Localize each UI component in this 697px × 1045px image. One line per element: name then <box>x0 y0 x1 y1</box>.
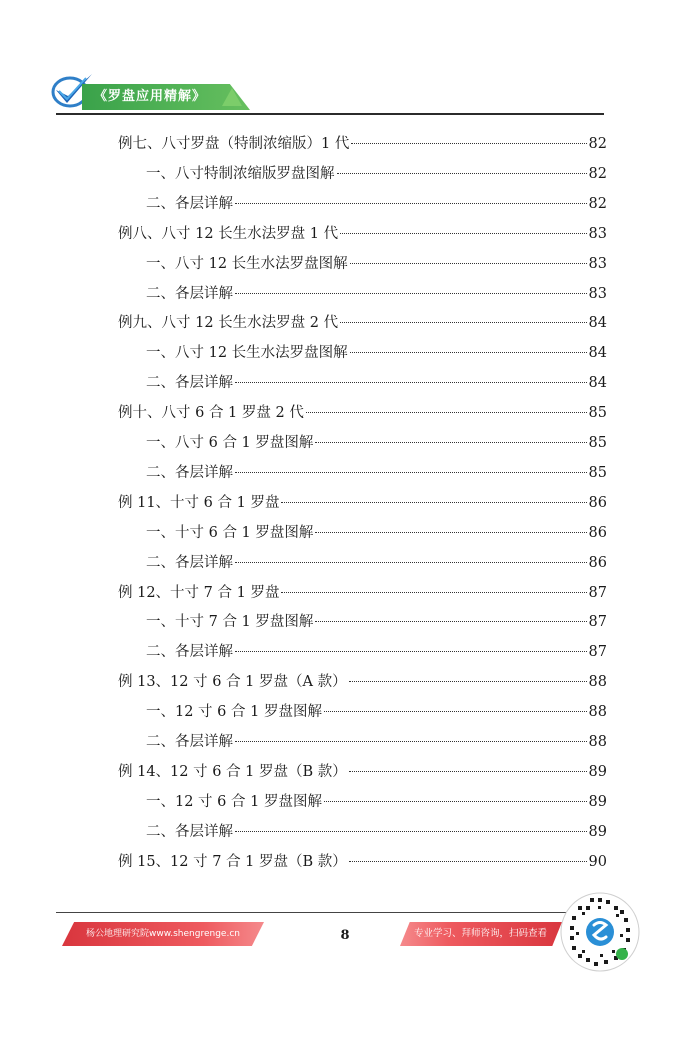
toc-entry-page: 84 <box>588 315 607 331</box>
wechat-mini-program-qr-code-icon[interactable] <box>560 892 640 972</box>
toc-entry-page: 90 <box>588 854 607 870</box>
toc-dot-leader <box>349 771 587 772</box>
toc-dot-leader <box>235 651 587 652</box>
toc-entry-page: 82 <box>588 136 607 152</box>
toc-section-entry[interactable] <box>146 701 607 723</box>
toc-entry-page: 89 <box>588 764 607 780</box>
toc-dot-leader <box>324 711 587 712</box>
toc-chapter-entry[interactable] <box>118 761 607 783</box>
toc-entry-title: 例十、八寸 6 合 1 罗盘 2 代 <box>118 405 304 421</box>
toc-section-entry[interactable] <box>146 193 607 215</box>
toc-entry-page: 86 <box>588 555 607 571</box>
toc-dot-leader <box>235 382 587 383</box>
toc-section-entry[interactable] <box>146 731 607 753</box>
toc-entry-title: 例九、八寸 12 长生水法罗盘 2 代 <box>118 315 339 331</box>
toc-chapter-entry[interactable] <box>118 582 607 604</box>
toc-entry-page: 86 <box>588 495 607 511</box>
toc-entry-title: 例八、八寸 12 长生水法罗盘 1 代 <box>118 226 339 242</box>
toc-entry-title: 例 15、12 寸 7 合 1 罗盘（B 款） <box>118 854 347 870</box>
toc-dot-leader <box>235 472 587 473</box>
toc-dot-leader <box>315 532 586 533</box>
toc-entry-page: 82 <box>588 196 607 212</box>
toc-chapter-entry[interactable] <box>118 671 607 693</box>
toc-section-entry[interactable] <box>146 522 607 544</box>
footer-website: 杨公地理研究院www.shengrenge.cn <box>86 929 240 939</box>
toc-entry-page: 87 <box>588 614 607 630</box>
toc-chapter-entry[interactable] <box>118 223 607 245</box>
toc-section-entry[interactable] <box>146 342 607 364</box>
toc-entry-page: 83 <box>588 286 607 302</box>
toc-chapter-entry[interactable] <box>118 133 607 155</box>
header-divider <box>56 113 604 115</box>
toc-dot-leader <box>350 352 587 353</box>
toc-entry-page: 89 <box>588 824 607 840</box>
toc-dot-leader <box>315 442 586 443</box>
toc-section-entry[interactable] <box>146 641 607 663</box>
toc-dot-leader <box>337 173 587 174</box>
toc-entry-page: 89 <box>588 794 607 810</box>
toc-entry-page: 88 <box>588 734 607 750</box>
toc-dot-leader <box>324 801 587 802</box>
toc-entry-page: 88 <box>588 704 607 720</box>
toc-dot-leader <box>235 562 587 563</box>
toc-entry-title: 一、十寸 6 合 1 罗盘图解 <box>146 525 314 541</box>
toc-entry-page: 87 <box>588 644 607 660</box>
toc-entry-title: 一、12 寸 6 合 1 罗盘图解 <box>146 794 322 810</box>
toc-entry-title: 例 13、12 寸 6 合 1 罗盘（A 款） <box>118 674 347 690</box>
toc-entry-page: 85 <box>588 435 607 451</box>
toc-dot-leader <box>349 861 587 862</box>
toc-entry-page: 85 <box>588 405 607 421</box>
toc-entry-page: 83 <box>588 226 607 242</box>
toc-section-entry[interactable] <box>146 163 607 185</box>
toc-entry-page: 86 <box>588 525 607 541</box>
toc-dot-leader <box>235 203 587 204</box>
toc-entry-page: 82 <box>588 166 607 182</box>
toc-entry-title: 二、各层详解 <box>146 196 233 212</box>
toc-entry-page: 83 <box>588 256 607 272</box>
toc-entry-title: 例七、八寸罗盘（特制浓缩版）1 代 <box>118 136 350 152</box>
toc-entry-page: 84 <box>588 345 607 361</box>
banner-triangle-icon <box>222 88 242 106</box>
toc-entry-title: 一、八寸 12 长生水法罗盘图解 <box>146 345 348 361</box>
toc-entry-page: 85 <box>588 465 607 481</box>
toc-dot-leader <box>351 143 586 144</box>
footer-divider <box>56 912 604 913</box>
toc-dot-leader <box>235 831 587 832</box>
page-header <box>0 0 697 120</box>
toc-dot-leader <box>235 741 587 742</box>
toc-entry-title: 二、各层详解 <box>146 555 233 571</box>
toc-dot-leader <box>306 412 587 413</box>
toc-entry-title: 二、各层详解 <box>146 375 233 391</box>
toc-dot-leader <box>349 681 587 682</box>
toc-entry-title: 一、12 寸 6 合 1 罗盘图解 <box>146 704 322 720</box>
toc-entry-title: 例 12、十寸 7 合 1 罗盘 <box>118 585 280 601</box>
toc-section-entry[interactable] <box>146 432 607 454</box>
toc-dot-leader <box>340 233 586 234</box>
toc-entry-title: 二、各层详解 <box>146 824 233 840</box>
toc-entry-title: 一、八寸 6 合 1 罗盘图解 <box>146 435 314 451</box>
toc-section-entry[interactable] <box>146 462 607 484</box>
toc-chapter-entry[interactable] <box>118 492 607 514</box>
toc-entry-title: 例 11、十寸 6 合 1 罗盘 <box>118 495 280 511</box>
toc-section-entry[interactable] <box>146 552 607 574</box>
toc-section-entry[interactable] <box>146 611 607 633</box>
toc-entry-page: 88 <box>588 674 607 690</box>
toc-section-entry[interactable] <box>146 791 607 813</box>
toc-section-entry[interactable] <box>146 372 607 394</box>
toc-dot-leader <box>281 592 586 593</box>
toc-chapter-entry[interactable] <box>118 851 607 873</box>
toc-chapter-entry[interactable] <box>118 312 607 334</box>
toc-entry-title: 一、八寸特制浓缩版罗盘图解 <box>146 166 335 182</box>
toc-entry-title: 二、各层详解 <box>146 286 233 302</box>
toc-entry-page: 87 <box>588 585 607 601</box>
toc-chapter-entry[interactable] <box>118 402 607 424</box>
book-title: 《罗盘应用精解》 <box>94 89 207 104</box>
footer-cta: 专业学习、拜师咨询，扫码查看 <box>414 928 548 939</box>
toc-dot-leader <box>350 263 587 264</box>
toc-dot-leader <box>235 293 587 294</box>
toc-entry-title: 二、各层详解 <box>146 644 233 660</box>
toc-section-entry[interactable] <box>146 253 607 275</box>
page-number: 8 <box>340 928 350 943</box>
toc-dot-leader <box>281 502 586 503</box>
toc-dot-leader <box>340 322 586 323</box>
toc-dot-leader <box>315 621 586 622</box>
toc-entry-page: 84 <box>588 375 607 391</box>
toc-entry-title: 例 14、12 寸 6 合 1 罗盘（B 款） <box>118 764 347 780</box>
toc-entry-title: 一、八寸 12 长生水法罗盘图解 <box>146 256 348 272</box>
toc-entry-title: 二、各层详解 <box>146 734 233 750</box>
toc-entry-title: 一、十寸 7 合 1 罗盘图解 <box>146 614 314 630</box>
toc-entry-title: 二、各层详解 <box>146 465 233 481</box>
toc-section-entry[interactable] <box>146 821 607 843</box>
toc-section-entry[interactable] <box>146 283 607 305</box>
